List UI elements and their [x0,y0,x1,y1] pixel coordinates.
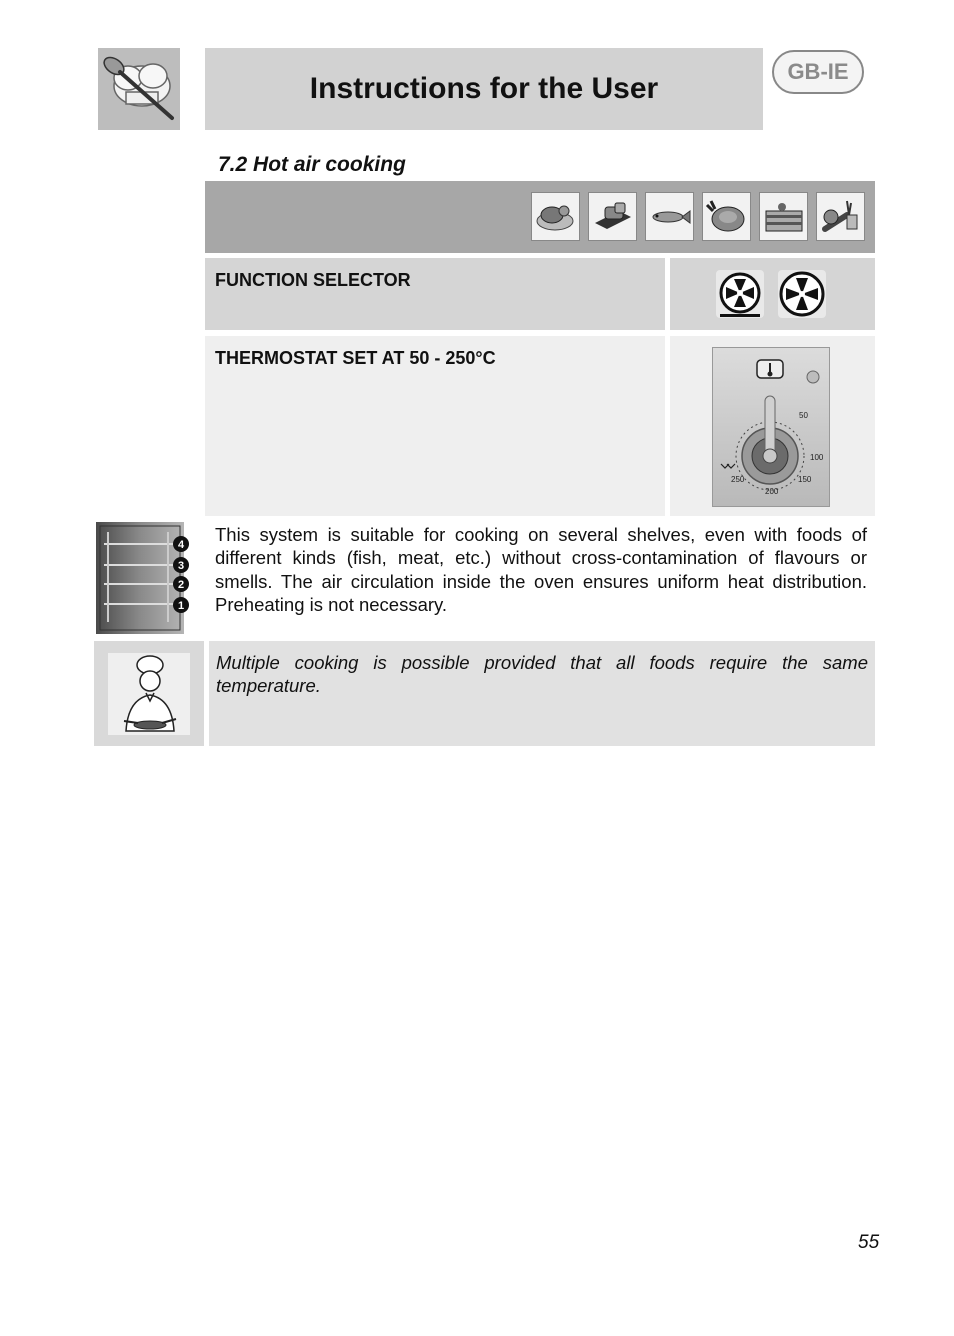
food-icon-bar [205,181,875,253]
page-number: 55 [858,1232,880,1253]
description-paragraph: This system is suitable for cooking on several shelves, even with foods of different kinds (fish, meat, etc.) without cross-contamination of flavours or smells. The air circulation inside the oven ensures uniform heat distribution. Preheating is not necessary. [215,524,867,615]
fan-element-icon [716,270,764,318]
function-selector-row [205,258,665,330]
header-bar [205,48,763,130]
language-badge: GB-IE [772,50,864,94]
chef-icon [94,641,204,746]
fan-icon [778,270,826,318]
poultry-icon [702,192,751,241]
function-selector-icons [670,258,875,330]
shelf-number-4: 4 [177,539,185,551]
function-selector-label: FUNCTION SELECTOR [215,270,411,290]
dial-mark-50: 50 [799,411,808,420]
oven-shelves-image [96,522,192,634]
fish-platter-icon [531,192,580,241]
shelf-number-3: 3 [177,560,185,572]
tip-box [209,641,875,746]
tip-text: Multiple cooking is possible provided that all foods require the same temperature. [216,652,868,697]
dial-mark-150: 150 [798,475,812,484]
shelf-number-1: 1 [177,600,185,612]
thermostat-knob-icon [713,348,829,506]
thermostat-panel [670,336,875,516]
dial-mark-100: 100 [810,453,824,462]
tip-chef-panel [94,641,204,746]
thermostat-label: THERMOSTAT SET AT 50 - 250°C [215,348,496,368]
dial-mark-200: 200 [765,487,779,496]
cake-icon [759,192,808,241]
shelf-number-2: 2 [177,579,185,591]
vegetables-icon [816,192,865,241]
thermostat-knob-panel [712,347,830,507]
fish-icon [645,192,694,241]
chef-logo [98,48,180,130]
spoon-chef-hat-icon [98,48,180,130]
thermostat-row [205,336,665,516]
bread-icon [588,192,637,241]
page-title: Instructions for the User [309,72,659,105]
dial-mark-250: 250 [731,475,745,484]
section-title: 7.2 Hot air cooking [218,153,406,176]
